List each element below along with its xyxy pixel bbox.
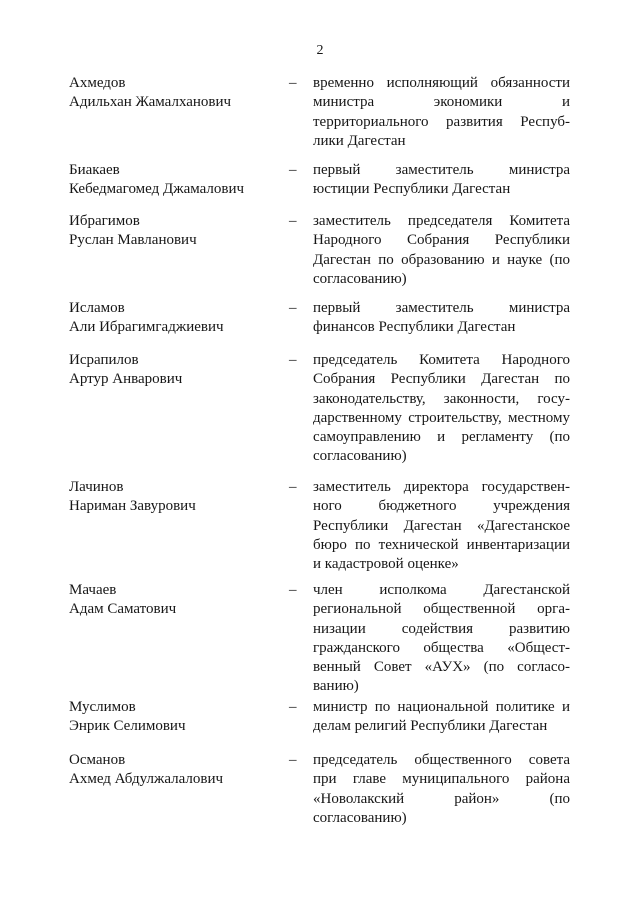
position-line: гражданского общества «Общест- bbox=[313, 639, 570, 656]
position-line: временно исполняющий обязанности bbox=[313, 75, 570, 91]
member-position bbox=[313, 299, 570, 338]
dash-separator: – bbox=[289, 300, 297, 316]
position-line: министра экономики и bbox=[313, 94, 570, 111]
member-surname: Исламов bbox=[69, 300, 125, 316]
position-line: венный Совет «АУХ» (по согласо- bbox=[313, 659, 570, 676]
member-surname: Османов bbox=[69, 752, 126, 768]
member-given-name: Адам Саматович bbox=[69, 601, 177, 617]
member-name bbox=[69, 212, 284, 250]
dash-separator: – bbox=[289, 352, 297, 368]
member-surname: Исрапилов bbox=[69, 352, 139, 368]
dash-separator: – bbox=[289, 752, 297, 768]
page-number: 2 bbox=[316, 43, 324, 58]
member-surname: Лачинов bbox=[69, 479, 124, 495]
position-line: самоуправлению и регламенту (по bbox=[313, 429, 570, 446]
member-given-name: Артур Анварович bbox=[69, 371, 183, 387]
dash-separator: – bbox=[289, 582, 297, 598]
position-line: законодательству, законности, госу- bbox=[313, 390, 570, 407]
member-name bbox=[69, 161, 284, 199]
member-name bbox=[69, 478, 284, 516]
position-line: Собрания Республики Дагестан по bbox=[313, 371, 570, 388]
position-line: при главе муниципального района bbox=[313, 771, 570, 788]
position-line: низации содействия развитию bbox=[313, 620, 570, 637]
member-name bbox=[69, 351, 284, 389]
position-line: и кадастровой оценке» bbox=[313, 556, 459, 573]
member-surname: Ахмедов bbox=[69, 75, 126, 91]
position-line: территориального развития Респуб- bbox=[313, 113, 570, 130]
member-position bbox=[313, 74, 570, 151]
position-line: заместитель председателя Комитета bbox=[313, 213, 570, 229]
member-given-name: Адильхан Жамалханович bbox=[69, 94, 232, 110]
member-position bbox=[313, 698, 570, 737]
position-line: председатель общественного совета bbox=[313, 752, 570, 768]
member-given-name: Ахмед Абдулжалалович bbox=[69, 771, 224, 787]
position-line: первый заместитель министра bbox=[313, 300, 570, 316]
member-position bbox=[313, 751, 570, 828]
position-line: ванию) bbox=[313, 678, 359, 695]
position-line: финансов Республики Дагестан bbox=[313, 319, 516, 336]
position-line: министр по национальной политике и bbox=[313, 699, 570, 715]
position-line: Народного Собрания Республики bbox=[313, 232, 570, 249]
position-line: заместитель директора государствен- bbox=[313, 479, 570, 495]
member-name bbox=[69, 751, 284, 789]
member-name bbox=[69, 299, 284, 337]
member-given-name: Руслан Мавланович bbox=[69, 232, 197, 248]
member-surname: Ибрагимов bbox=[69, 213, 140, 229]
position-line: согласованию) bbox=[313, 809, 407, 826]
position-line: лики Дагестан bbox=[313, 132, 406, 149]
dash-separator: – bbox=[289, 479, 297, 495]
position-line: ного бюджетного учреждения bbox=[313, 498, 570, 515]
position-line: делам религий Республики Дагестан bbox=[313, 718, 548, 735]
member-position bbox=[313, 212, 570, 289]
member-name bbox=[69, 581, 284, 619]
dash-separator: – bbox=[289, 162, 297, 178]
position-line: Республики Дагестан «Дагестанское bbox=[313, 517, 570, 534]
member-name bbox=[69, 698, 284, 736]
dash-separator: – bbox=[289, 213, 297, 229]
position-line: бюро по технической инвентаризации bbox=[313, 536, 570, 553]
member-position bbox=[313, 161, 570, 200]
member-name bbox=[69, 74, 284, 112]
position-line: член исполкома Дагестанской bbox=[313, 582, 570, 598]
member-given-name: Али Ибрагимгаджиевич bbox=[69, 319, 224, 335]
member-surname: Мачаев bbox=[69, 582, 117, 598]
position-line: дарственному строительству, местному bbox=[313, 409, 570, 426]
position-line: первый заместитель министра bbox=[313, 162, 570, 178]
member-surname: Биакаев bbox=[69, 162, 120, 178]
position-line: юстиции Республики Дагестан bbox=[313, 181, 511, 198]
member-given-name: Нариман Завурович bbox=[69, 498, 196, 514]
member-position bbox=[313, 478, 570, 574]
position-line: Дагестан по образованию и науке (по bbox=[313, 251, 570, 268]
dash-separator: – bbox=[289, 75, 297, 91]
dash-separator: – bbox=[289, 699, 297, 715]
position-line: согласованию) bbox=[313, 448, 407, 465]
position-line: региональной общественной орга- bbox=[313, 601, 570, 618]
position-line: «Новолакский район» (по bbox=[313, 790, 570, 807]
member-given-name: Энрик Селимович bbox=[69, 718, 186, 734]
member-position bbox=[313, 351, 570, 467]
position-line: председатель Комитета Народного bbox=[313, 352, 570, 368]
member-position bbox=[313, 581, 570, 697]
position-line: согласованию) bbox=[313, 270, 407, 287]
member-given-name: Кебедмагомед Джамалович bbox=[69, 181, 245, 197]
member-surname: Муслимов bbox=[69, 699, 136, 715]
